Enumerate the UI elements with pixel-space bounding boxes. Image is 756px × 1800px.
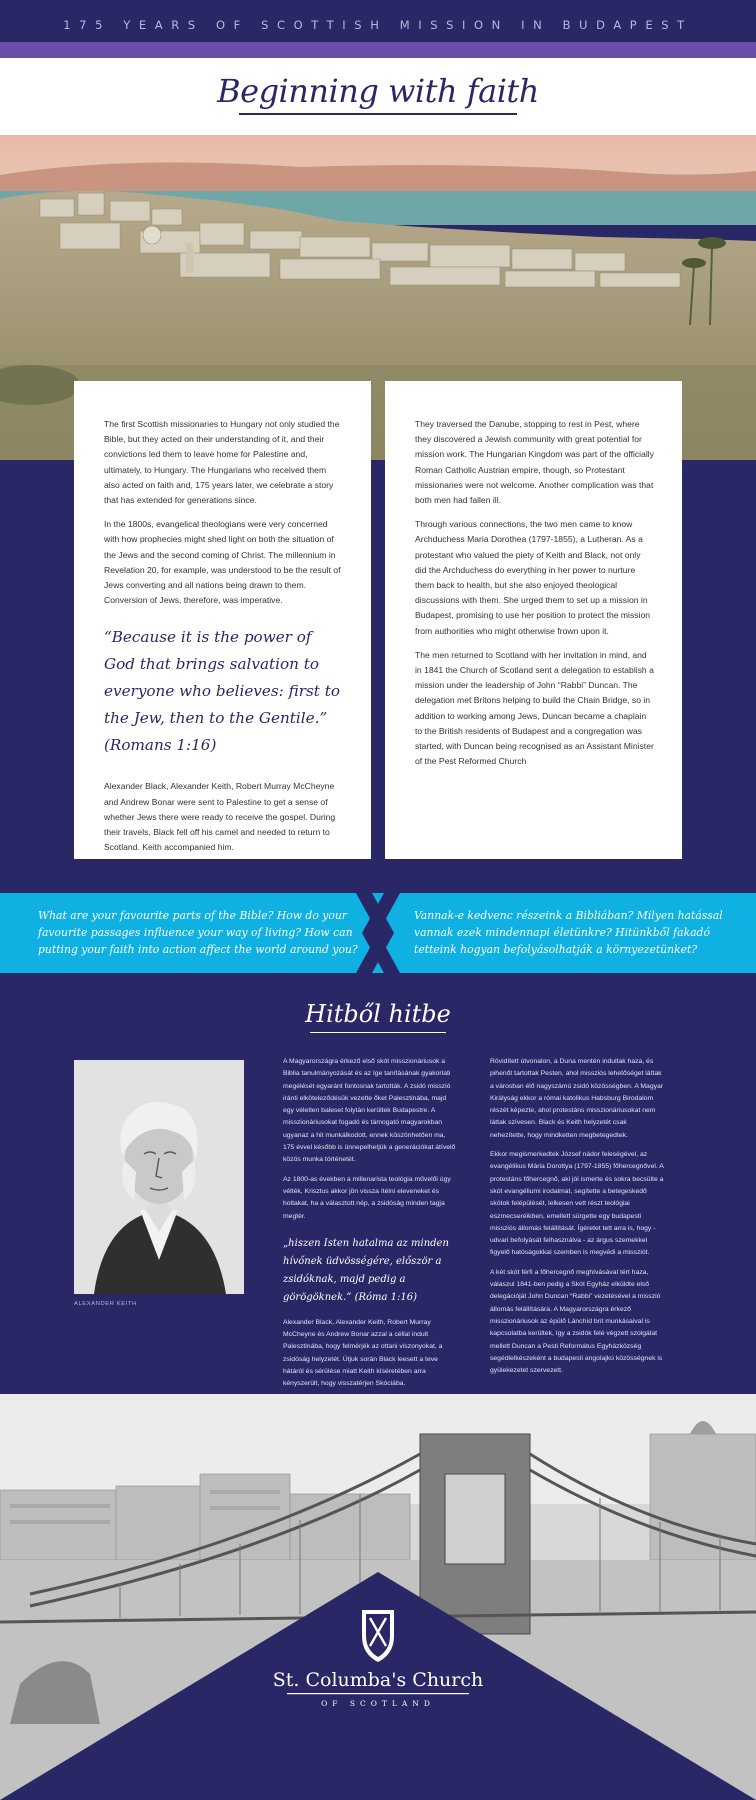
hungarian-left-paragraph-1: A Magyarországra érkező első skót misszionáriusok a Biblia tanulmányozását és az Ige tanításának gyakorlati megélését egyaránt fontosnak tartották. A zsidó misszió iránti elköteleződésük vezette őket Palesztinába, majd egy véletlen baleset folytán kerültek Budapestre. A misszionáriusokat fogadó és támogató magyarokban ugyanaz a hit munkálkodott, ennek köszönhetően ma, 175 évvel később is ünnepelhetjük a generációkat átívelő közös munka történetét. <box>283 1058 456 1164</box>
bridge-illustration <box>0 1394 756 1800</box>
title-band <box>0 58 756 135</box>
hungarian-question: Vannak-e kedvenc részeink a Bibliában? Milyen hatással vannak ezek mindennapi életünkre? Hitünkből fakadó tetteink hogyan befolyásolhatják a környezetünket? <box>414 909 723 956</box>
english-right-paragraph-3: The men returned to Scotland with her invitation in mind, and in 1841 the Church of Scotland sent a delegation to establish a mission under the leadership of John “Rabbi” Duncan. The delegation met Britons helping to build the Chain Bridge, so in addition to working among Jews, Duncan became a chaplain to the British residents of Budapest and a congregation was started, with Duncan being recognised as an Assistant Minister of the Pest Reformed Church <box>415 649 654 767</box>
english-right-paragraph-2: Through various connections, the two men came to know Archduchess Maria Dorothea (1797-1855), a Lutheran. As a protestant who valued the piety of Keith and Black, not only did the Archduchess do everything in her power to nurture them back to health, but she also enjoyed theological discussions with them. She urged them to set up a mission in Budapest, promising to use her position to protect the mission from authorities who might otherwise frown upon it. <box>415 519 651 636</box>
english-left-paragraph-3: Alexander Black, Alexander Keith, Robert Murray McCheyne and Andrew Bonar were sent to Palestine to get a sense of whether Jews there were ready to receive the gospel. During their travels, Black fell off his camel and needed to return to Scotland. Keith accompanied him. <box>104 781 336 853</box>
question-band <box>0 893 756 973</box>
hungarian-right-paragraph-1: Rövidített útvonalon, a Duna mentén indultak haza, és pihenőt tartottak Pesten, ahol missziós lehetőséget láttak a városban élő nagyszámú zsidó közösségben. A Magyar Királyság ekkor a római katolikus Habsburg Birodalom részét képezte, ahol protestáns misszionáriusokat nem láttak szívesen. Black és Keith helyzetét csak nehezítette, hogy mindketten megbetegedtek. <box>490 1058 664 1139</box>
top-banner: 175 YEARS OF SCOTTISH MISSION IN BUDAPEST <box>0 0 756 42</box>
purple-stripe <box>0 42 756 58</box>
hungarian-title-underline <box>310 1032 446 1033</box>
hungarian-right-paragraph-2: Ekkor megismerkedtek József nádor feleségével, az evangélikus Mária Dorottya (1797-1855) főhercegnővel. A protestáns főhercegnő, aki jól ismerte és sokra becsülte a skót evangéliumi irodalmat, segítette a betegeskedő skótok felépülését, lelkesen vett részt teológiai eszmecseréikben, emellett sürgette egy budapesti missziós állomás felállítását. Ígéretet tett arra is, hogy - udvari befolyását felhasználva - az árgus szemekkel figyelő hatóságokkal szemben is megvédi a missziót. <box>490 1151 664 1257</box>
english-left-paragraph-1: The first Scottish missionaries to Hungary not only studied the Bible, but they acted on their understanding of it, and their convictions led them to leave home for Palestine and, ultimately, to Hungary. The Hungarians who received them also acted on faith and, 175 years later, we celebrate a story that has extended for generations since. <box>104 419 340 506</box>
english-question: What are your favourite parts of the Bible? How do your favourite passages influence your way of living? How can putting your faith into action affect the world around you? <box>38 909 358 956</box>
portrait-caption: ALEXANDER KEITH <box>74 1301 137 1307</box>
hungarian-left-column <box>283 1056 457 1398</box>
portrait-engraving <box>74 1060 244 1294</box>
hungarian-left-paragraph-2: Az 1800-as években a millenarista teológia művelői úgy vélték, Krisztus akkor jön vissza ítélni eleveneket és holtakat, ha a választott nép, a zsidóság minden tagja megtér. <box>283 1175 451 1220</box>
roma-quote: „hiszen Isten hatalma az minden hívőnek üdvösségére, először a zsidóknak, majd pedig a görögöknek.” (Róma 1:16) <box>283 1237 449 1303</box>
hungarian-left-paragraph-3: Alexander Black, Alexander Keith, Robert Murray McCheyne és Andrew Bonar azzal a céllal indult Palesztinába, hogy felmérjék az ottani viszonyokat, a zsidóság helyzetét. Útjuk során Black leesett a teve hátáról és sérülése miatt Keith kíséretében arra kényszerült, hogy visszatérjen Skóciába. <box>283 1318 443 1388</box>
hungarian-right-paragraph-3: A két skót férfi a főhercegnő meghívásával tért haza, válaszul 1841-ben pedig a Skót Egyház elküldte első delegációját John Duncan “Rabbi” vezetésével a misszió állomás felállítására. A Magyarországra érkező misszionáriusok az épülő Lánchíd brit munkásaival is kapcsolatba kerültek, így a zsidók felé végzett szolgálat mellett Duncan a Pesti Református Egyházközség segédlelkészeként a budapesti angolajkú közösségnek is gyülekezetet szervezett. <box>490 1268 663 1375</box>
church-subtitle: OF SCOTLAND <box>321 1699 435 1708</box>
english-left-card <box>74 381 371 859</box>
english-right-paragraph-1: They traversed the Danube, stopping to rest in Pest, where they discovered a Jewish community with great potential for mission work. The Hungarian Kingdom was part of the officially Roman Catholic Austrian empire, though, so Protestant missionaries were not welcome. Another complication was that both men had fallen ill. <box>415 419 654 506</box>
english-right-card <box>385 381 682 859</box>
hungarian-right-column <box>490 1056 664 1384</box>
alexander-keith-portrait <box>74 1060 244 1294</box>
chain-bridge-photo <box>0 1394 756 1800</box>
english-left-paragraph-2: In the 1800s, evangelical theologians were very concerned with how prophecies might shed light on both the situation of the Jews and the second coming of Christ. The millennium in Revelation 20, for example, was understood to be the result of Jews converting and all nations being drawn to them. Conversion of Jews, therefore, was imperative. <box>104 519 341 606</box>
church-name: St. Columba's Church <box>272 1669 484 1691</box>
hungarian-title-block <box>0 1000 756 1033</box>
page-title: Beginning with faith <box>217 72 539 110</box>
hungarian-title: Hitből hitbe <box>305 1000 451 1028</box>
romans-quote: “Because it is the power of God that brings salvation to everyone who believes: first to the Jew, then to the Gentile.” (Romans 1:16) <box>104 628 340 755</box>
title-underline <box>239 113 517 115</box>
